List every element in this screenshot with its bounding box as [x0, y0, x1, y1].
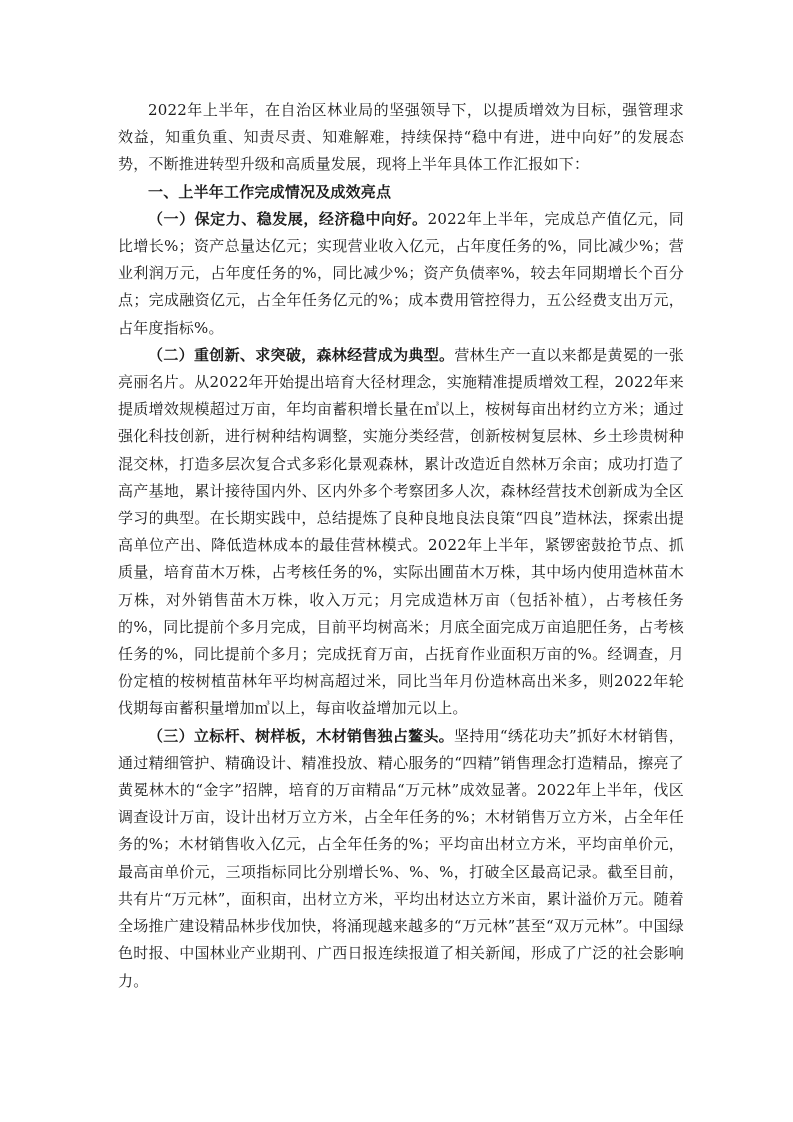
subsection-lead: （一）保定力、稳发展，经济稳中向好。	[148, 209, 428, 228]
subsection-paragraph-1	[118, 206, 684, 342]
intro-paragraph: 2022年上半年，在自治区林业局的坚强领导下，以提质增效为目标，强管理求效益，知重负重、知责尽责、知难解难，持续保持“稳中有进，进中向好”的发展态势，不断推进转型升级和高质量发展，现将上半年具体工作汇报如下：	[118, 101, 684, 174]
subsection-body: 营林生产一直以来都是黄冕的一张亮丽名片。从2022年开始提出培育大径材理念，实施精准提质增效工程，2022年来提质增效规模超过万亩，年均亩蓄积增长量在㎥以上，桉树每亩出材约立方米；通过强化科技创新，进行树种结构调整，实施分类经营，创新桉树复层林、乡土珍贵树种混交林，打造多层次复合式多彩化景观森林，累计改造近自然林万余亩；成功打造了高产基地，累计接待国内外、区内外多个考察团多人次，森林经营技术创新成为全区学习的典型。在长期实践中，总结提炼了良种良地良法良策“四良”造林法，探索出提高单位产出、降低造林成本的最佳营林模式。2022年上半年，紧锣密鼓抢节点、抓质量，培育苗木万株，占考核任务的%，实际出圃苗木万株，其中场内使用造林苗木万株，对外销售苗木万株，收入万元；月完成造林万亩（包括补植），占考核任务的%，同比提前个多月完成，目前平均树高米；月底全面完成万亩追肥任务，占考核任务的%，同比提前个多月；完成抚育万亩，占抚育作业面积万亩的%。经调查，月份定植的桉树植苗林年平均树高超过米，同比当年月份造林高出米多，则2022年轮伐期每亩蓄积量增加㎥以上，每亩收益增加元以上。	[118, 345, 684, 718]
subsection-body: 2022年上半年，完成总产值亿元，同比增长%；资产总量达亿元；实现营业收入亿元，占年度任务的%，同比减少%；营业利润万元，占年度任务的%，同比减少%；资产负债率%，较去年同期增长个百分点；完成融资亿元，占全年任务亿元的%；成本费用管控得力，五公经费支出万元，占年度指标%。	[118, 209, 684, 337]
section-heading: 一、上半年工作完成情况及成效亮点	[148, 182, 392, 201]
subsection-lead: （三）立标杆、树样板，木材销售独占鳌头。	[148, 726, 454, 745]
subsection-paragraph-2	[118, 342, 684, 723]
subsection-paragraph-3	[118, 723, 684, 995]
subsection-body: 坚持用“绣花功夫”抓好木材销售，通过精细管护、精确设计、精准投放、精心服务的“四精”销售理念打造精品，擦亮了黄冕林木的“金字”招牌，培育的万亩精品“万元林”成效显著。2022年上半年，伐区调查设计万亩，设计出材万立方米，占全年任务的%；木材销售万立方米，占全年任务的%；木材销售收入亿元，占全年任务的%；平均亩出材立方米，平均亩单价元，最高亩单价元，三项指标同比分别增长%、%、%，打破全区最高记录。截至目前，共有片“万元林”，面积亩，出材立方米，平均出材达立方米亩，累计溢价万元。随着全场推广建设精品林步伐加快，将涌现越来越多的“万元林”甚至“双万元林”。中国绿色时报、中国林业产业期刊、广西日报连续报道了相关新闻，形成了广泛的社会影响力。	[118, 726, 684, 990]
subsection-lead: （二）重创新、求突破，森林经营成为典型。	[148, 345, 455, 364]
document-page	[118, 97, 684, 995]
